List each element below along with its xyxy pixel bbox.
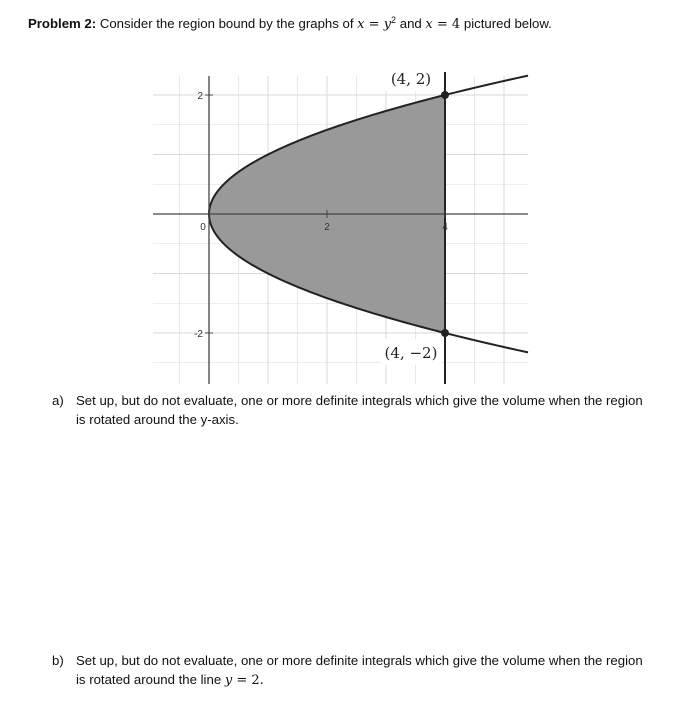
equation-2-equals: = 4: [432, 17, 461, 32]
point-label: (4, 2): [390, 70, 432, 88]
point-marker: [441, 329, 449, 337]
problem-text-after: pictured below.: [463, 16, 552, 31]
x-tick-label: 0: [200, 222, 206, 233]
equation-1-equals: =: [364, 17, 384, 32]
y-tick-label: -2: [194, 329, 203, 340]
equation-1-lhs: x: [357, 17, 365, 32]
part-a-marker: a): [52, 393, 64, 408]
problem-conjunction: and: [399, 16, 422, 31]
x-tick-label: 2: [324, 222, 330, 233]
equation-1-exponent: 2: [391, 15, 397, 25]
equation-2-lhs: x: [425, 17, 433, 32]
problem-label: Problem 2:: [28, 16, 97, 31]
equation-1-rhs: y: [383, 17, 392, 32]
part-b-marker: b): [52, 653, 64, 668]
point-label: (4, −2): [384, 344, 438, 362]
point-marker: [441, 91, 449, 99]
x-tick-label: 4: [442, 222, 448, 233]
part-b-math-rest: = 2.: [232, 673, 264, 688]
part-b-math-var: y: [224, 673, 233, 688]
problem-text-before: Consider the region bound by the graphs of: [99, 16, 354, 31]
y-tick-label: 2: [197, 91, 203, 102]
part-a-text: Set up, but do not evaluate, one or more definite integrals which give the volume when the region is rotated around the y-axis.: [76, 393, 643, 427]
part-b-text: Set up, but do not evaluate, one or more definite integrals which give the volume when the region is rotated around the line: [76, 653, 643, 687]
